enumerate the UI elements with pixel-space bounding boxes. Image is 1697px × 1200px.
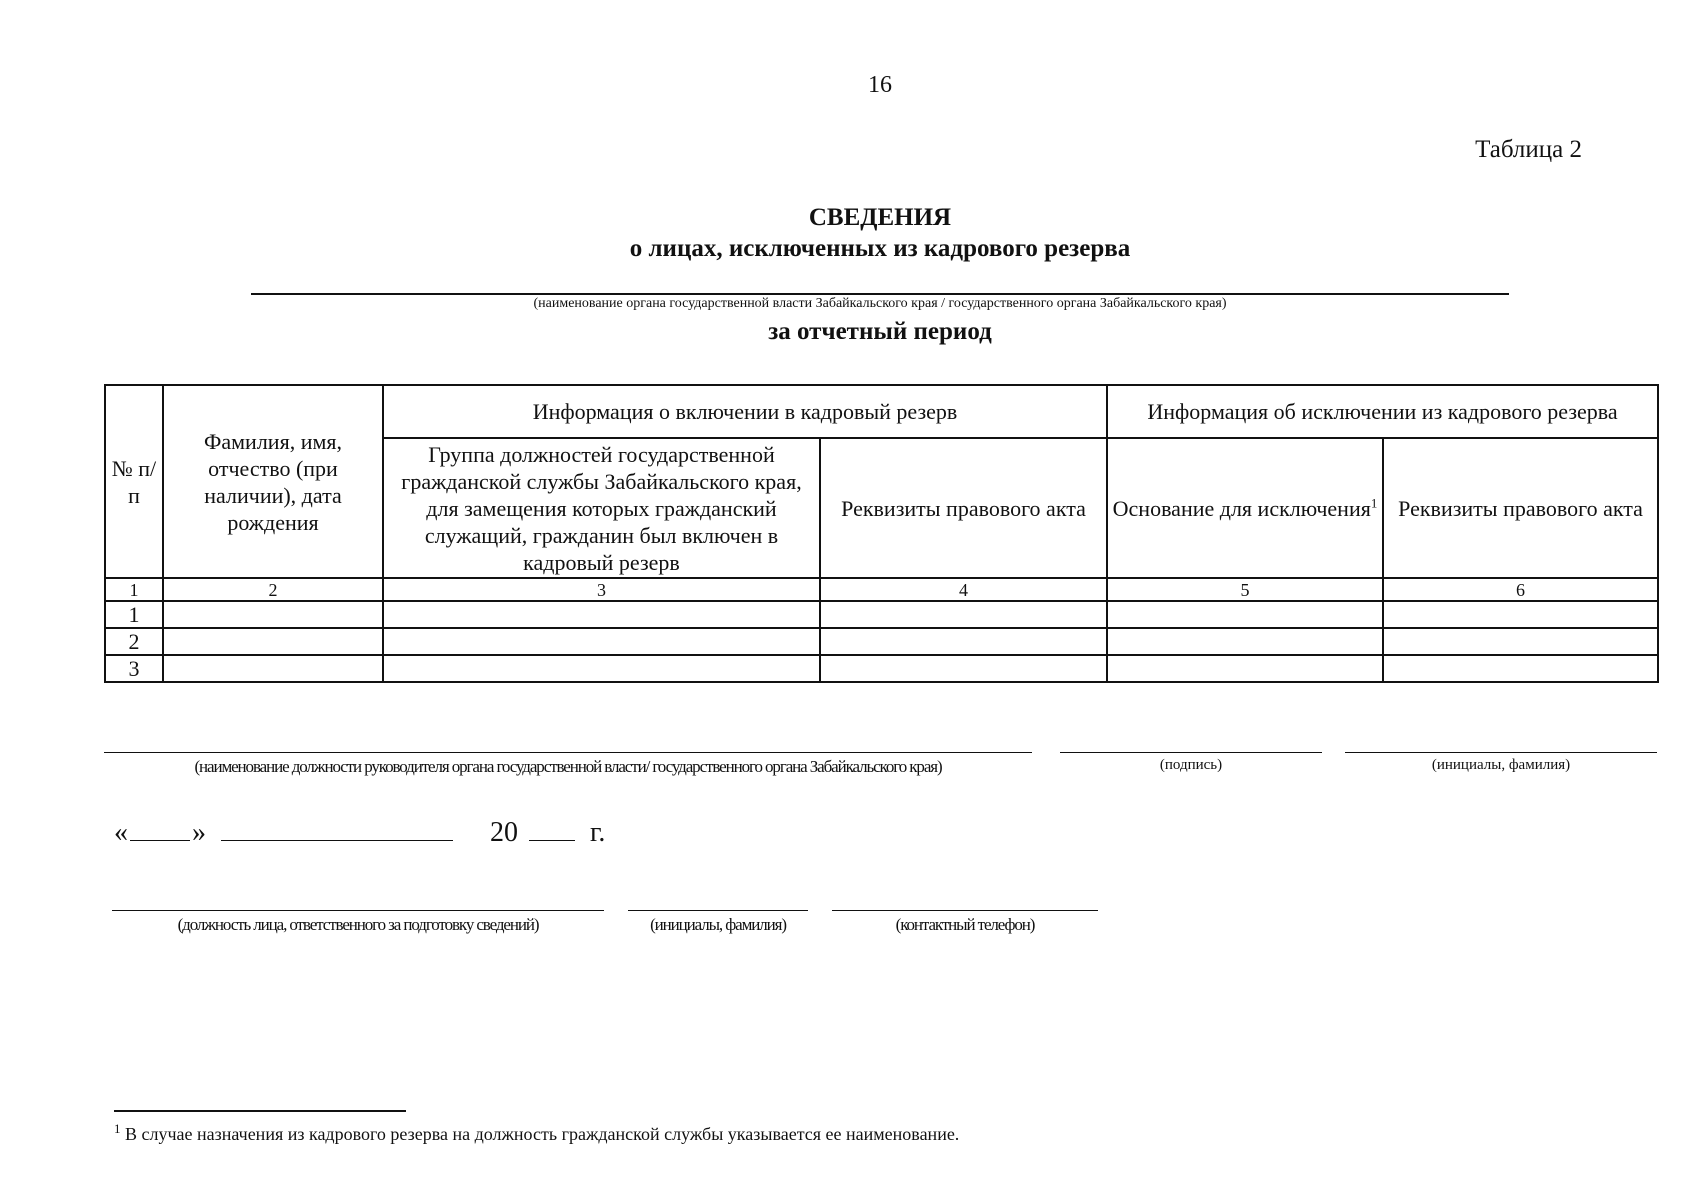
table-row (105, 655, 1658, 682)
table-cell (1107, 655, 1383, 682)
table-label: Таблица 2 (1475, 136, 1582, 163)
column-number: 2 (163, 578, 383, 601)
org-name-line (251, 293, 1509, 295)
table-cell (1107, 601, 1383, 628)
title-line-1: СВЕДЕНИЯ (808, 204, 952, 231)
footnote-ref: 1 (1370, 495, 1378, 511)
footnote (114, 1121, 960, 1145)
row-number: 1 (105, 601, 163, 628)
head-initials-caption: (инициалы, фамилия) (1431, 757, 1571, 773)
month-blank[interactable] (221, 812, 453, 841)
table-cell (163, 655, 383, 682)
table-cell (383, 628, 820, 655)
table-cell (820, 628, 1107, 655)
table-cell (1383, 601, 1658, 628)
column-number: 5 (1107, 578, 1383, 601)
reporting-period: за отчетный период (768, 318, 992, 345)
footnote-marker: 1 (114, 1121, 121, 1136)
footnote-separator (114, 1110, 406, 1112)
signature-line (1060, 752, 1322, 753)
responsible-initials-line (628, 910, 808, 911)
table-cell (1383, 655, 1658, 682)
column-number: 1 (105, 578, 163, 601)
head-position-caption: (наименование должности руководителя органа государственной власти/ государственного органа Забайкальского края) (194, 757, 942, 776)
exclusion-basis-label: Основание для исключения (1112, 495, 1371, 521)
footnote-text: В случае назначения из кадрового резерва на должность гражданской службы указывается ее наименование. (125, 1124, 960, 1144)
column-number: 4 (820, 578, 1107, 601)
day-blank[interactable] (130, 812, 190, 841)
table-cell (383, 601, 820, 628)
date-line (114, 812, 605, 849)
header-fio: Фамилия, имя, отчество (при наличии), дата рождения (163, 385, 383, 578)
table-row (105, 601, 1658, 628)
responsible-position-caption: (должность лица, ответственного за подготовку сведений) (177, 915, 539, 934)
header-legal-act-inclusion: Реквизиты правового акта (820, 438, 1107, 578)
table-cell (1107, 628, 1383, 655)
header-num: № п/п (105, 385, 163, 578)
header-exclusion-group: Информация об исключении из кадрового резерва (1107, 385, 1658, 438)
phone-line (832, 910, 1098, 911)
year-blank[interactable] (529, 812, 575, 841)
head-initials-line (1345, 752, 1657, 753)
document-title (0, 202, 1697, 264)
column-number: 6 (1383, 578, 1658, 601)
column-number: 3 (383, 578, 820, 601)
head-position-line (104, 752, 1032, 753)
header-legal-act-exclusion: Реквизиты правового акта (1383, 438, 1658, 578)
open-quote: « (114, 817, 128, 848)
phone-caption: (контактный телефон) (895, 915, 1035, 934)
year-prefix: 20 (490, 817, 518, 848)
year-suffix: г. (590, 817, 606, 848)
table-cell (163, 628, 383, 655)
excluded-persons-table (104, 384, 1659, 683)
column-number-row (105, 578, 1658, 601)
title-line-2: о лицах, исключенных из кадрового резерва (629, 235, 1131, 262)
responsible-initials-caption: (инициалы, фамилия) (650, 915, 786, 934)
responsible-position-line (112, 910, 604, 911)
table-cell (820, 601, 1107, 628)
row-number: 2 (105, 628, 163, 655)
table-cell (163, 601, 383, 628)
header-inclusion-group: Информация о включении в кадровый резерв (383, 385, 1107, 438)
signature-caption: (подпись) (1159, 757, 1223, 773)
org-name-caption: (наименование органа государственной власти Забайкальского края / государственного органа Забайкальского края) (533, 296, 1227, 311)
close-quote: » (192, 817, 206, 848)
table-cell (383, 655, 820, 682)
page-number: 16 (868, 72, 892, 98)
table-row (105, 628, 1658, 655)
header-position-group: Группа должностей государственной гражданской службы Забайкальского края, для замещения которых гражданский служащий, гражданин был включен в кадровый резерв (383, 438, 820, 578)
row-number: 3 (105, 655, 163, 682)
table-cell (1383, 628, 1658, 655)
header-exclusion-basis (1107, 438, 1383, 578)
table-cell (820, 655, 1107, 682)
